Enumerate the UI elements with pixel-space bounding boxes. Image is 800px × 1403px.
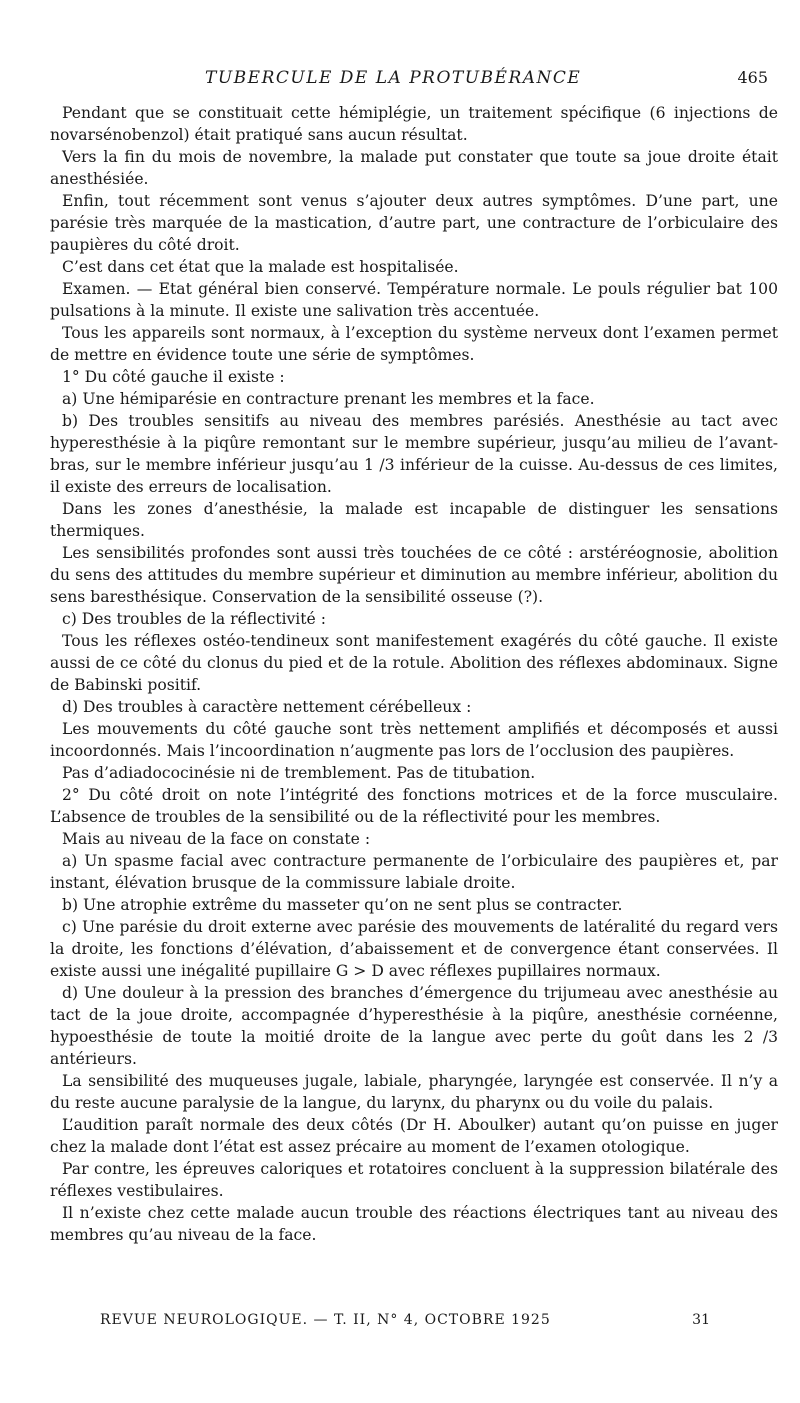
paragraph: c) Une parésie du droit externe avec parésie des mouvements de latéralité du regard vers la droite, les fonctions d’élévation, d’abaissement et de convergence étant conservées. Il existe aussi une inégalité pupillaire G > D avec réflexes pupillaires normaux. <box>50 918 778 980</box>
paragraph: Pendant que se constituait cette hémiplégie, un traitement spécifique (6 injections de novarsénobenzol) était pratiqué sans aucun résultat. <box>50 104 778 144</box>
running-title: TUBERCULE DE LA PROTUBÉRANCE <box>205 68 582 88</box>
paragraph: Tous les appareils sont normaux, à l’exception du système nerveux dont l’examen permet de mettre en évidence toute une série de symptômes. <box>50 324 778 364</box>
paragraph: 2° Du côté droit on note l’intégrité des fonctions motrices et de la force musculaire. L’absence de troubles de la sensibilité ou de la réflectivité pour les membres. <box>50 786 778 826</box>
page-number: 465 <box>737 68 768 87</box>
paragraph: Dans les zones d’anesthésie, la malade est incapable de distinguer les sensations thermiques. <box>50 500 778 540</box>
paragraph: La sensibilité des muqueuses jugale, labiale, pharyngée, laryngée est conservée. Il n’y a du reste aucune paralysie de la langue, du larynx, du pharynx ou du voile du palais. <box>50 1072 778 1112</box>
paragraph: C’est dans cet état que la malade est hospitalisée. <box>62 258 459 276</box>
page-footer <box>100 1312 710 1328</box>
paragraph: Vers la fin du mois de novembre, la malade put constater que toute sa joue droite était anesthésiée. <box>50 148 778 188</box>
paragraph: Mais au niveau de la face on constate : <box>62 830 371 848</box>
body-text <box>50 102 778 1246</box>
paragraph: b) Des troubles sensitifs au niveau des membres parésiés. Anesthésie au tact avec hyperesthésie à la piqûre remontant sur le membre supérieur, jusqu’au milieu de l’avant-bras, sur le membre inférieur jusqu’au 1 /3 inférieur de la cuisse. Au-dessus de ces limites, il existe des erreurs de localisation. <box>50 412 778 496</box>
paragraph: Enfin, tout récemment sont venus s’ajouter deux autres symptômes. D’une part, une parésie très marquée de la mastication, d’autre part, une contracture de l’orbiculaire des paupières du côté droit. <box>50 192 778 254</box>
paragraph: 1° Du côté gauche il existe : <box>62 368 285 386</box>
paragraph: Examen. — Etat général bien conservé. Température normale. Le pouls régulier bat 100 pulsations à la minute. Il existe une salivation très accentuée. <box>50 280 778 320</box>
page-header <box>50 62 778 102</box>
paragraph: Les mouvements du côté gauche sont très nettement amplifiés et décomposés et aussi incoordonnés. Mais l’incoordination n’augmente pas lors de l’occlusion des paupières. <box>50 720 778 760</box>
paragraph: b) Une atrophie extrême du masseter qu’on ne sent plus se contracter. <box>62 896 623 914</box>
journal-reference: REVUE NEUROLOGIQUE. — T. II, N° 4, OCTOBRE 1925 <box>100 1312 551 1328</box>
sheet-number: 31 <box>692 1312 710 1328</box>
paragraph: c) Des troubles de la réflectivité : <box>62 610 326 628</box>
paragraph: Par contre, les épreuves caloriques et rotatoires concluent à la suppression bilatérale des réflexes vestibulaires. <box>50 1160 778 1200</box>
paragraph: Tous les réflexes ostéo-tendineux sont manifestement exagérés du côté gauche. Il existe aussi de ce côté du clonus du pied et de la rotule. Abolition des réflexes abdominaux. Signe de Babinski positif. <box>50 632 778 694</box>
paragraph: a) Un spasme facial avec contracture permanente de l’orbiculaire des paupières et, par instant, élévation brusque de la commissure labiale droite. <box>50 852 778 892</box>
paragraph: d) Des troubles à caractère nettement cérébelleux : <box>62 698 472 716</box>
paragraph: Il n’existe chez cette malade aucun trouble des réactions électriques tant au niveau des membres qu’au niveau de la face. <box>50 1204 778 1244</box>
paragraph: Pas d’adiadococinésie ni de tremblement. Pas de titubation. <box>62 764 536 782</box>
paragraph: Les sensibilités profondes sont aussi très touchées de ce côté : arstéréognosie, abolition du sens des attitudes du membre supérieur et diminution au membre inférieur, abolition du sens baresthésique. Conservation de la sensibilité osseuse (?). <box>50 544 778 606</box>
paragraph: L’audition paraît normale des deux côtés (Dr H. Aboulker) autant qu’on puisse en juger chez la malade dont l’état est assez précaire au moment de l’examen otologique. <box>50 1116 778 1156</box>
paragraph: a) Une hémiparésie en contracture prenant les membres et la face. <box>62 390 595 408</box>
paragraph: d) Une douleur à la pression des branches d’émergence du trijumeau avec anesthésie au tact de la joue droite, accompagnée d’hyperesthésie à la piqûre, anesthésie cornéenne, hypoesthésie de toute la moitié droite de la langue avec perte du goût dans les 2 /3 antérieurs. <box>50 984 778 1068</box>
